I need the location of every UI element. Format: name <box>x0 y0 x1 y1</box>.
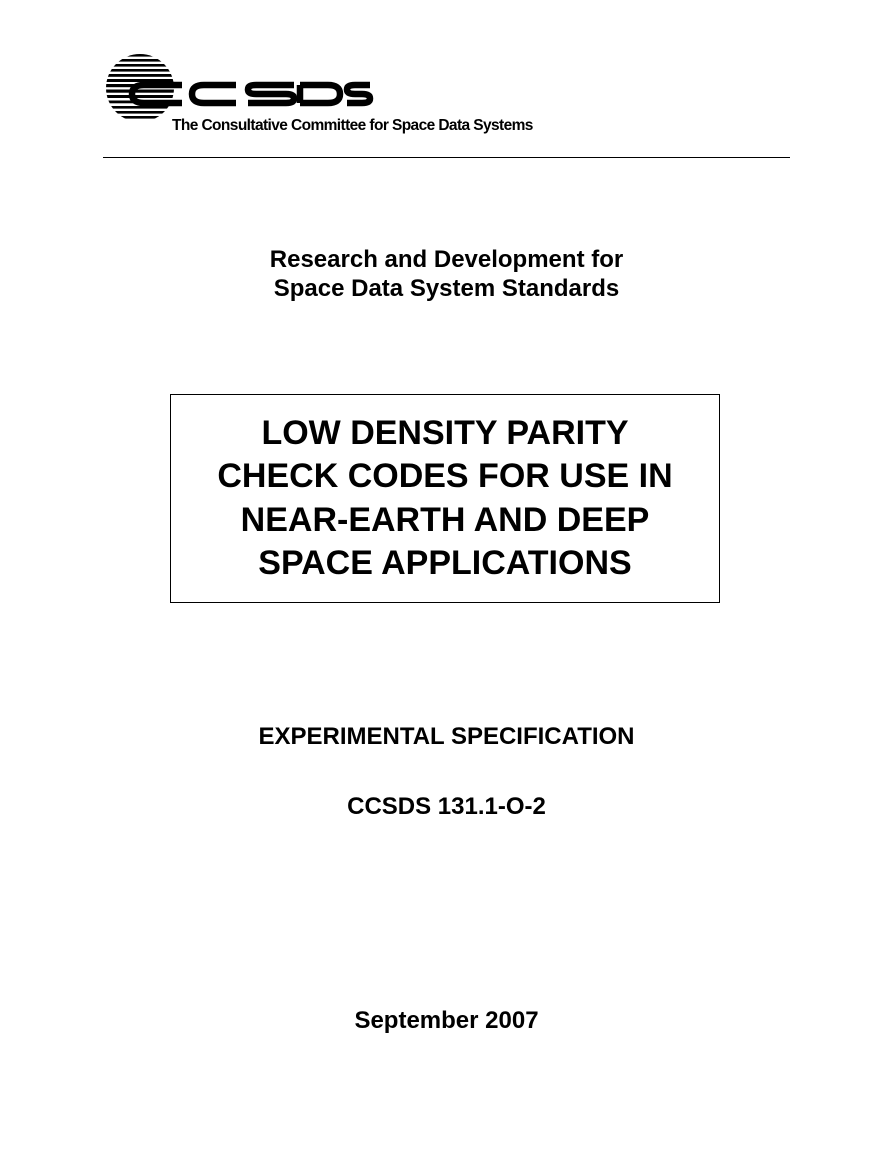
subtitle-line-1: Research and Development for <box>269 246 624 273</box>
subtitle-line-2: Space Data System Standards <box>273 275 620 302</box>
title-box <box>170 394 720 603</box>
logo-tagline: The Consultative Committee for Space Data Systems <box>172 117 533 134</box>
document-type: EXPERIMENTAL SPECIFICATION <box>258 723 635 750</box>
ccsds-logo-letters <box>104 52 374 127</box>
ccsds-logo <box>104 52 604 142</box>
document-number: CCSDS 131.1-O-2 <box>347 793 546 820</box>
title-line-2: CHECK CODES FOR USE IN <box>217 457 673 495</box>
title-line-1: LOW DENSITY PARITY <box>261 413 629 452</box>
document-title <box>217 412 672 586</box>
title-line-4: SPACE APPLICATIONS <box>258 544 632 582</box>
title-line-3: NEAR-EARTH AND DEEP <box>240 500 650 539</box>
header-divider <box>103 157 790 158</box>
document-date: September 2007 <box>354 1007 539 1034</box>
logo-letter-s-final <box>347 85 370 103</box>
series-subtitle <box>0 245 893 303</box>
